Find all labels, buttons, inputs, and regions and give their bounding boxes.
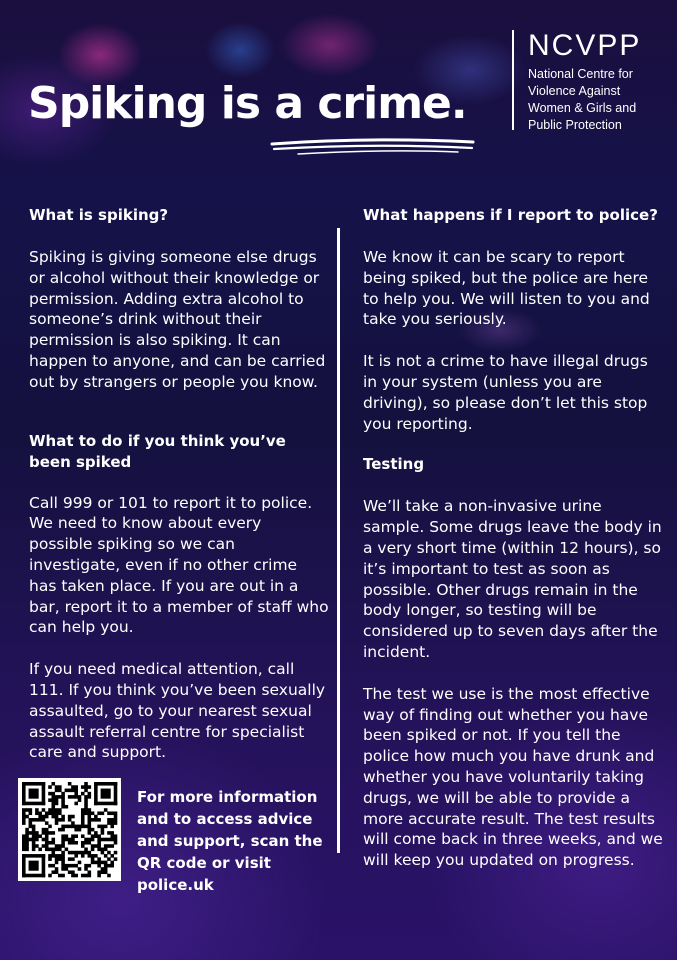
left-column (29, 205, 329, 763)
logo-subtitle-line: National Centre for (528, 67, 633, 81)
qr-code-image (18, 778, 121, 881)
what-is-spiking-text: Spiking is giving someone else drugs or alcohol without their knowledge or permission. Adding extra alcohol to someone’s drink without their permission is also spiking. It can happen to anyone, and can be carried out by strangers or people you know. (29, 248, 326, 391)
logo-subtitle-line: Violence Against (528, 84, 621, 98)
right-column (363, 205, 663, 871)
page-title: Spiking is a crime. (28, 78, 467, 129)
testing-text: We’ll take a non-invasive urine sample. Some drugs leave the body in a very short time (within 12 hours), so it’s important to test as soon as possible. Other drugs remain in the body longer, so testing will be considered up to seven days after the incident. (363, 497, 662, 661)
what-to-do-heading: What to do if you think you’ve been spiked (29, 431, 286, 471)
what-to-do-text: Call 999 or 101 to report it to police. We need to know about every possible spiking so we can investigate, even if no other crime has taken place. If you are out in a bar, report it to a member of staff who can help you. (29, 493, 329, 637)
title-underline-swoosh (268, 136, 478, 158)
logo-name: NCVPP (528, 29, 642, 62)
testing-heading: Testing (363, 455, 425, 474)
logo-subtitle (528, 66, 677, 134)
column-divider (337, 228, 340, 853)
qr-info-text: For more information and to access advice and support, scan the QR code or visit police.uk (137, 788, 323, 894)
report-to-police-text: We know it can be scary to report being spiked, but the police are here to help you. We will listen to you and take you seriously. (363, 248, 650, 329)
medical-attention-text: If you need medical attention, call 111. If you think you’ve been sexually assaulted, go to your nearest sexual assault referral centre for specialist care and support. (29, 660, 326, 762)
report-to-police-heading: What happens if I report to police? (363, 206, 658, 224)
test-effectiveness-text: The test we use is the most effective way of finding out whether you have been spiked or not. If you tell the police how much you have drunk and whether you have voluntarily taking drugs, we will be able to provide a more accurate result. The test results will come back in three weeks, and we will keep you updated on progress. (363, 684, 663, 870)
ncvpp-logo (512, 30, 677, 130)
illegal-drugs-text: It is not a crime to have illegal drugs in your system (unless you are driving), so please don’t let this stop you reporting. (363, 352, 648, 433)
logo-subtitle-line: Public Protection (528, 118, 622, 132)
what-is-spiking-heading: What is spiking? (29, 206, 169, 224)
qr-code[interactable] (18, 778, 121, 881)
logo-subtitle-line: Women & Girls and (528, 101, 637, 115)
